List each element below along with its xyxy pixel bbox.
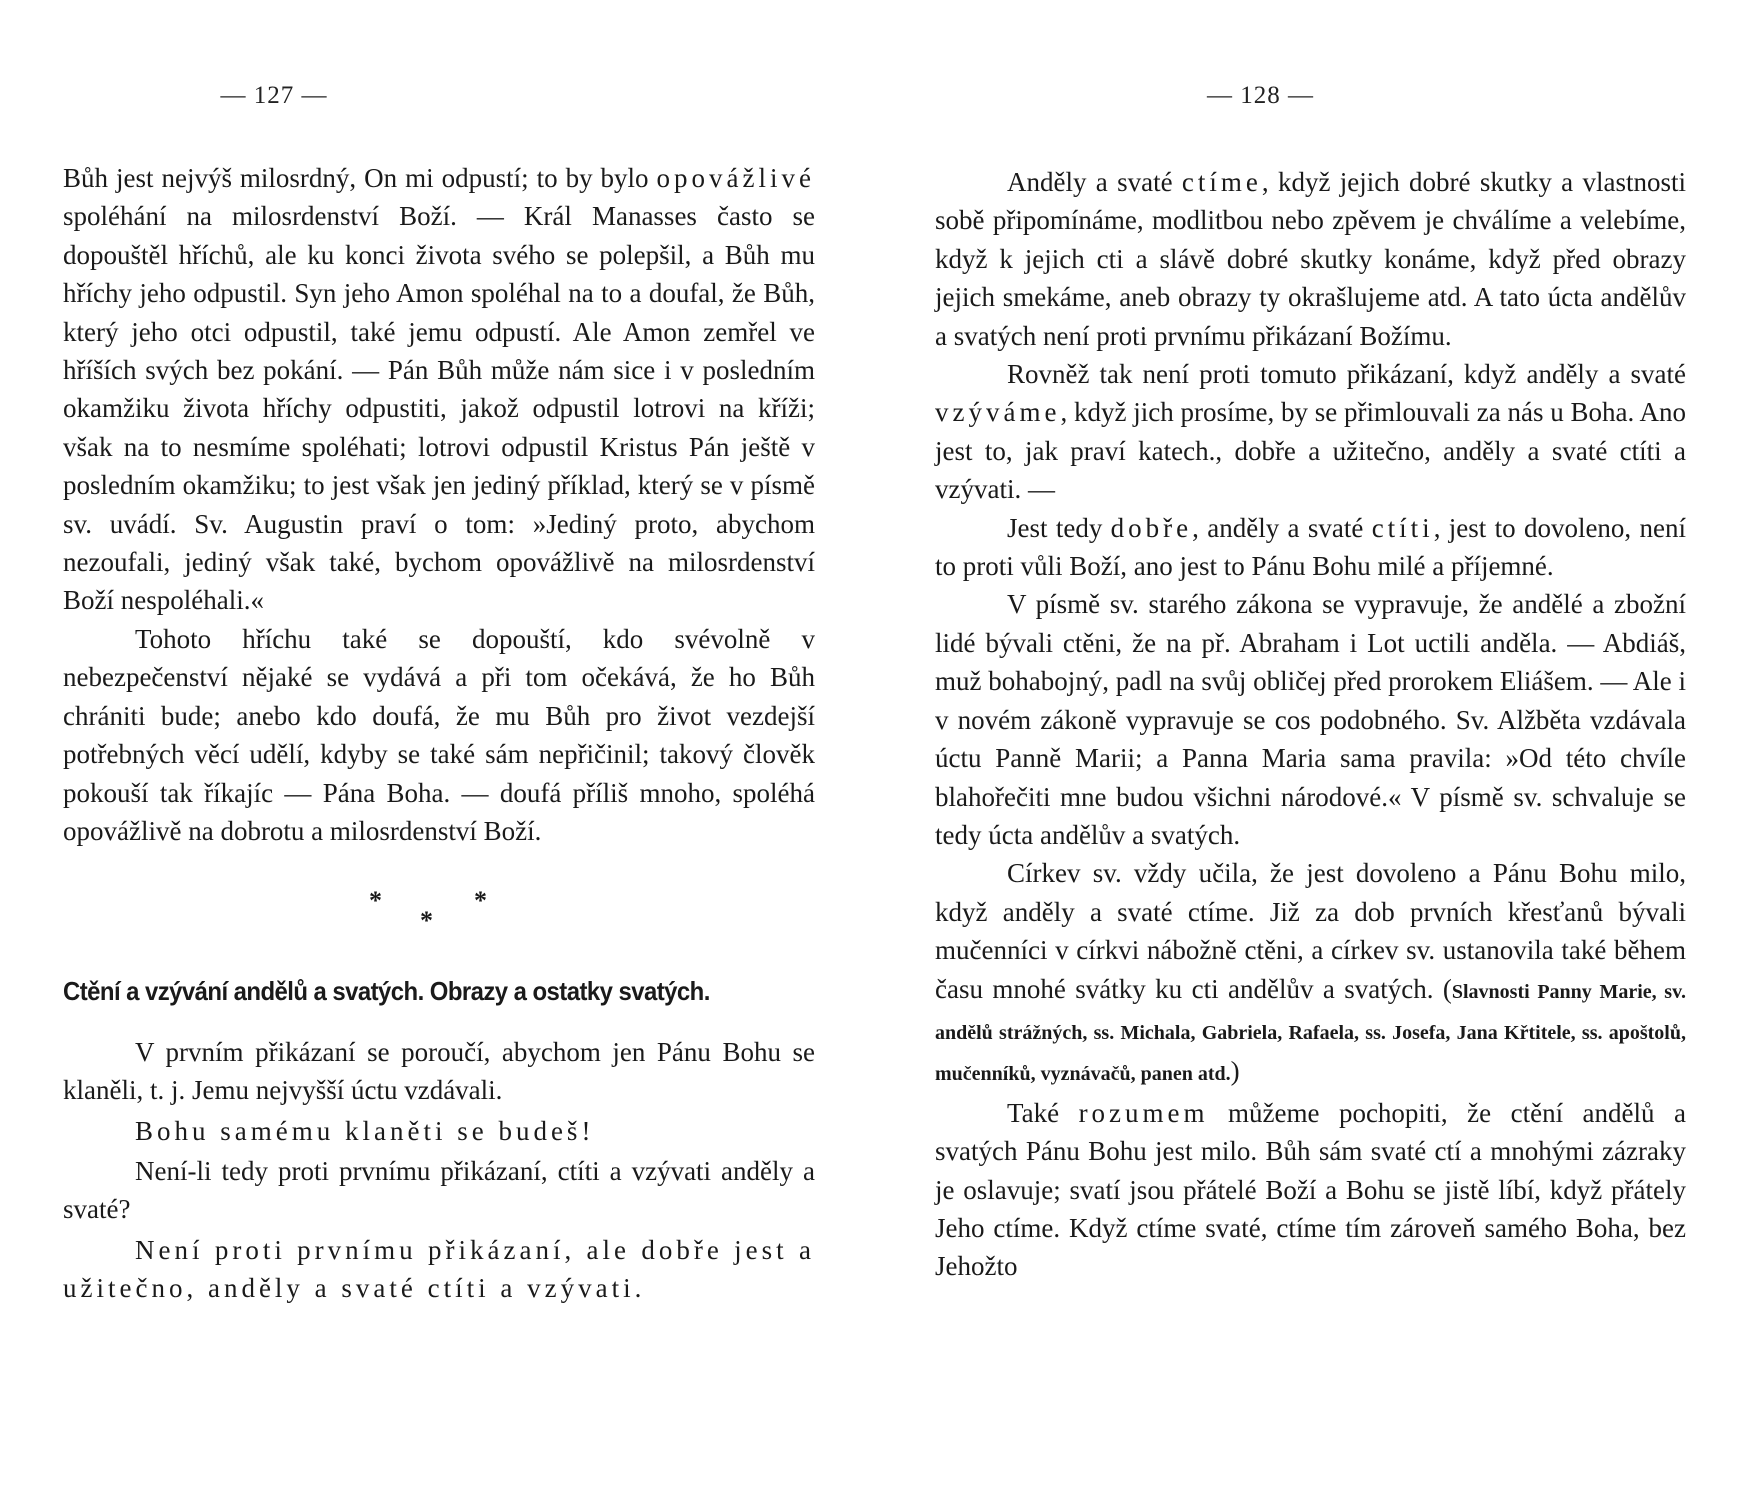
text-run: , jest to dovoleno, není to proti vůli Boží, ano jest to Pánu Bohu milé a příjemné. bbox=[935, 512, 1686, 582]
text-run: Anděly a svaté bbox=[1007, 167, 1182, 197]
text-run: , když jejich dobré skutky a vlastnosti sobě připomínáme, modlitbou nebo zpěvem je chválíme a velebíme, když k jejich cti a slávě dobré skutky konáme, když před obrazy jejich smekáme, aneb obrazy ty okrašlujeme atd. A tato úcta andělův a svatých není proti prvnímu přikázaní Božímu. bbox=[935, 167, 1686, 351]
asterisk: * bbox=[369, 886, 382, 916]
right-page-body bbox=[935, 163, 1686, 1286]
text-run: Rovněž tak není proti tomuto přikázaní, když anděly a svaté bbox=[1007, 359, 1686, 390]
paragraph-cirkev bbox=[935, 854, 1686, 1093]
section-divider-asterisks bbox=[63, 864, 815, 968]
spaced-emphasis: vzýváme bbox=[935, 397, 1061, 428]
section-heading: Ctění a vzývání andělů a svatých. Obrazy a ostatky svatých. bbox=[63, 976, 710, 1007]
paragraph-prvni-prikazani: V prvním přikázaní se poroučí, abychom jen Pánu Bohu se klaněli, t. j. Jemu nejvyšší úctu vzdávali. bbox=[63, 1036, 815, 1106]
paragraph-jest-tedy bbox=[935, 509, 1686, 586]
feast-list: Slavnosti Panny Marie, sv. andělů strážných, ss. Michala, Gabriela, Rafaela, ss. Josefa, Jana Křtitele, ss. apoštolů, mučenníků, vyznávačů, panen atd. bbox=[935, 980, 1686, 1086]
paragraph-continued bbox=[63, 159, 815, 620]
text-run: Církev sv. vždy učila, že jest dovoleno a Pánu Bohu milo, když anděly a svaté ctíme. Již za dob prvních křesťanů bývali mučenníci v církvi nábožně ctěni, a církev sv. ustanovila také během času mnohé svátky ku cti andělův a svatých. ( bbox=[935, 858, 1686, 1004]
asterisk: * bbox=[420, 906, 433, 936]
left-page-body bbox=[63, 159, 815, 1308]
spaced-emphasis: ctíme bbox=[1181, 167, 1262, 197]
section-body bbox=[63, 1033, 815, 1308]
text-run: spoléhání na milosrdenství Boží. — Král Manasses často se dopouštěl hříchů, ale ku konci života svého se polepšil, a Bůh mu hříchy jeho odpustil. Syn jeho Amon spoléhal na to a doufal, že Bůh, který jeho otci odpustil, také jemu odpustí. Ale Amon zemřel ve hříších svých bez pokání. — Pán Bůh může nám sice i v posledním okamžiku života hříchy odpustiti, jakož odpustil lotrovi na kříži; však na to nesmíme spoléhati; lotrovi odpustil Kristus Pán ještě v posledním okamžiku; to jest však jen jediný příklad, který se v písmě sv. uvádí. Sv. Augustin praví o tom: »Jediný proto, abychom nezoufali, jediný však také, bychom opovážlivě na milosrdenství Boží nespoléhali.« bbox=[63, 201, 815, 616]
spaced-emphasis: opovážlivé bbox=[656, 163, 816, 193]
text-run: Jest tedy bbox=[1007, 512, 1111, 543]
answer-paragraph: Není proti prvnímu přikázaní, ale dobře jest a užitečno, anděly a svaté ctíti a vzývati. bbox=[63, 1234, 815, 1304]
text-run: Také bbox=[1007, 1097, 1079, 1128]
text-run: , anděly a svaté bbox=[1192, 512, 1372, 543]
spaced-emphasis: ctíti bbox=[1371, 512, 1434, 543]
asterisk: * bbox=[474, 886, 487, 916]
paragraph-rovnez bbox=[935, 355, 1686, 509]
commandment-line: Bohu samému klaněti se budeš! bbox=[135, 1115, 595, 1146]
left-page bbox=[63, 0, 815, 1310]
paragraph-v-pisme: V písmě sv. starého zákona se vypravuje, že andělé a zbožní lidé bývali ctěni, že na př. Abraham i Lot uctili anděla. — Abdiáš, muž bohabojný, padl na svůj obličej před prorokem Eliášem. — Ale i v novém zákoně vypravuje se cos podobného. Sv. Alžběta vzdávala úctu Panně Marii; a Panna Maria sama pravila: »Od této chvíle blahořečiti mne budou všichni národové.« V písmě sv. schvaluje se tedy úcta andělův a svatých. bbox=[935, 589, 1686, 850]
spaced-emphasis: rozumem bbox=[1078, 1097, 1209, 1128]
paragraph-andely-ctime bbox=[935, 163, 1686, 355]
text-run: Bůh jest nejvýš milosrdný, On mi odpustí; to by bylo bbox=[63, 163, 649, 193]
right-page bbox=[935, 0, 1686, 1286]
paragraph-take-rozumem bbox=[935, 1094, 1686, 1286]
paragraph-tohoto: Tohoto hříchu také se dopouští, kdo svévolně v nebezpečenství nějaké se vydává a při tom očekává, že ho Bůh chrániti bude; anebo kdo doufá, že mu Bůh pro život vezdejší potřebných věcí udělí, kdyby se také sám nepřičinil; takový člověk pokouší tak říkajíc — Pána Boha. — doufá příliš mnoho, spoléhá opovážlivě na dobrotu a milosrdenství Boží. bbox=[63, 623, 815, 846]
text-run: , když jich prosíme, by se přimlouvali za nás u Boha. Ano jest to, jak praví katech., dobře a užitečno, anděly a svaté ctíti a vzývati. — bbox=[935, 397, 1686, 505]
spaced-emphasis: dobře bbox=[1110, 512, 1193, 543]
text-run: ) bbox=[1230, 1056, 1240, 1087]
question-paragraph: Není-li tedy proti prvnímu přikázaní, ctíti a vzývati anděly a svaté? bbox=[63, 1155, 815, 1225]
page-number-right: — 128 — bbox=[1207, 82, 1314, 109]
text-run: můžeme pochopiti, že ctění andělů a svatých Pánu Bohu jest milo. Bůh sám svaté ctí a mnohými zázraky je oslavuje; svatí jsou přátelé Boží a Bohu se jistě líbí, když přátely Jeho ctíme. Když ctíme svaté, ctíme tím zároveň samého Boha, bez Jehožto bbox=[935, 1097, 1686, 1282]
page-number-left: — 127 — bbox=[220, 82, 328, 109]
